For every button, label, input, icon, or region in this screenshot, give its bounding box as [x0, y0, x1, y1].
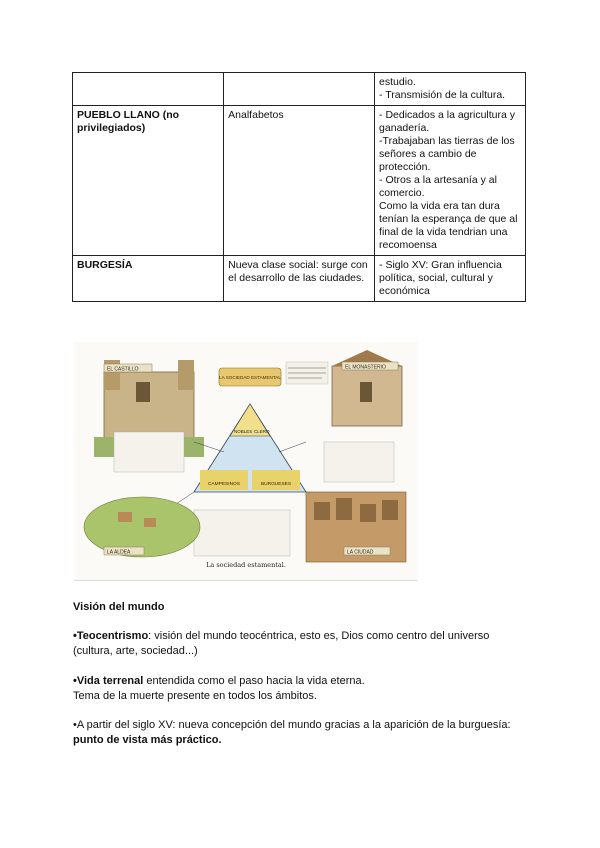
monastery-illustration — [332, 350, 402, 426]
estates-table — [72, 72, 526, 302]
text-vida-terrenal: entendida como el paso hacia la vida eterna. — [143, 675, 365, 687]
table-cell-activities — [375, 106, 526, 256]
text-punto-de-vista: punto de vista más práctico. — [73, 733, 222, 746]
city-label: LA CIUDAD — [347, 549, 374, 556]
table-cell-group — [73, 73, 224, 106]
term-teocentrismo: •Teocentrismo — [73, 630, 149, 642]
village-label: LA ALDEA — [107, 549, 131, 556]
figure-caption: La sociedad estamental. — [206, 561, 286, 569]
castle-label: EL CASTILLO — [107, 366, 139, 373]
nobles-label: NOBLES — [234, 429, 253, 434]
text-siglo-xv: •A partir del siglo XV: nueva concepción del mundo gracias a la aparición de la burguesía: — [73, 719, 511, 731]
cell-line: Como la vida era tan dura tenían la esperança de que al final de la vida tendrian una recomoensa — [379, 200, 518, 251]
table-cell-characteristics: Analfabetos — [224, 106, 375, 256]
society-illustration — [74, 342, 418, 581]
table-row — [73, 73, 526, 106]
paragraph-vida-terrenal — [73, 674, 543, 703]
text-teocentrismo-line2: (cultura, arte, sociedad...) — [73, 644, 198, 657]
cell-line: - Dedicados a la agricultura y ganadería. — [379, 109, 516, 134]
table-cell-activities — [375, 73, 526, 106]
clergy-label: CLERO — [254, 429, 270, 434]
cell-line: - Transmisión de la cultura. — [379, 89, 506, 101]
banner-label: LA SOCIEDAD ESTAMENTAL — [219, 375, 281, 380]
cell-line: estudio. — [379, 76, 416, 88]
table-cell-group: BURGESÍA — [73, 256, 224, 302]
table-cell-group: PUEBLO LLANO (no privilegiados) — [73, 106, 224, 256]
paragraph-siglo-xv — [73, 718, 543, 747]
cell-line: - Siglo XV: Gran influencia política, social, cultural y económica — [379, 259, 502, 297]
text-vida-terrenal-line2: Tema de la muerte presente en todos los ámbitos. — [73, 689, 317, 702]
monastery-label: EL MONASTERIO — [345, 364, 386, 371]
cell-line: - Otros a la artesanía y al comercio. — [379, 174, 497, 199]
table-row — [73, 106, 526, 256]
section-heading: Visión del mundo — [73, 601, 165, 613]
illustration-svg — [74, 342, 418, 580]
table-row — [73, 256, 526, 302]
table-cell-activities — [375, 256, 526, 302]
paragraph-teocentrismo — [73, 629, 543, 658]
bourgeois-label: BURGUESES — [260, 482, 292, 487]
table-cell-characteristics: Nueva clase social: surge con el desarrollo de las ciudades. — [224, 256, 375, 302]
term-vida-terrenal: •Vida terrenal — [73, 675, 144, 687]
text-teocentrismo: : visión del mundo teocéntrica, esto es, Dios como centro del universo — [148, 630, 490, 642]
peasants-label: CAMPESINOS — [208, 482, 240, 487]
table-cell-characteristics — [224, 73, 375, 106]
cell-line: -Trabajaban las tierras de los señores a cambio de protección. — [379, 135, 515, 173]
